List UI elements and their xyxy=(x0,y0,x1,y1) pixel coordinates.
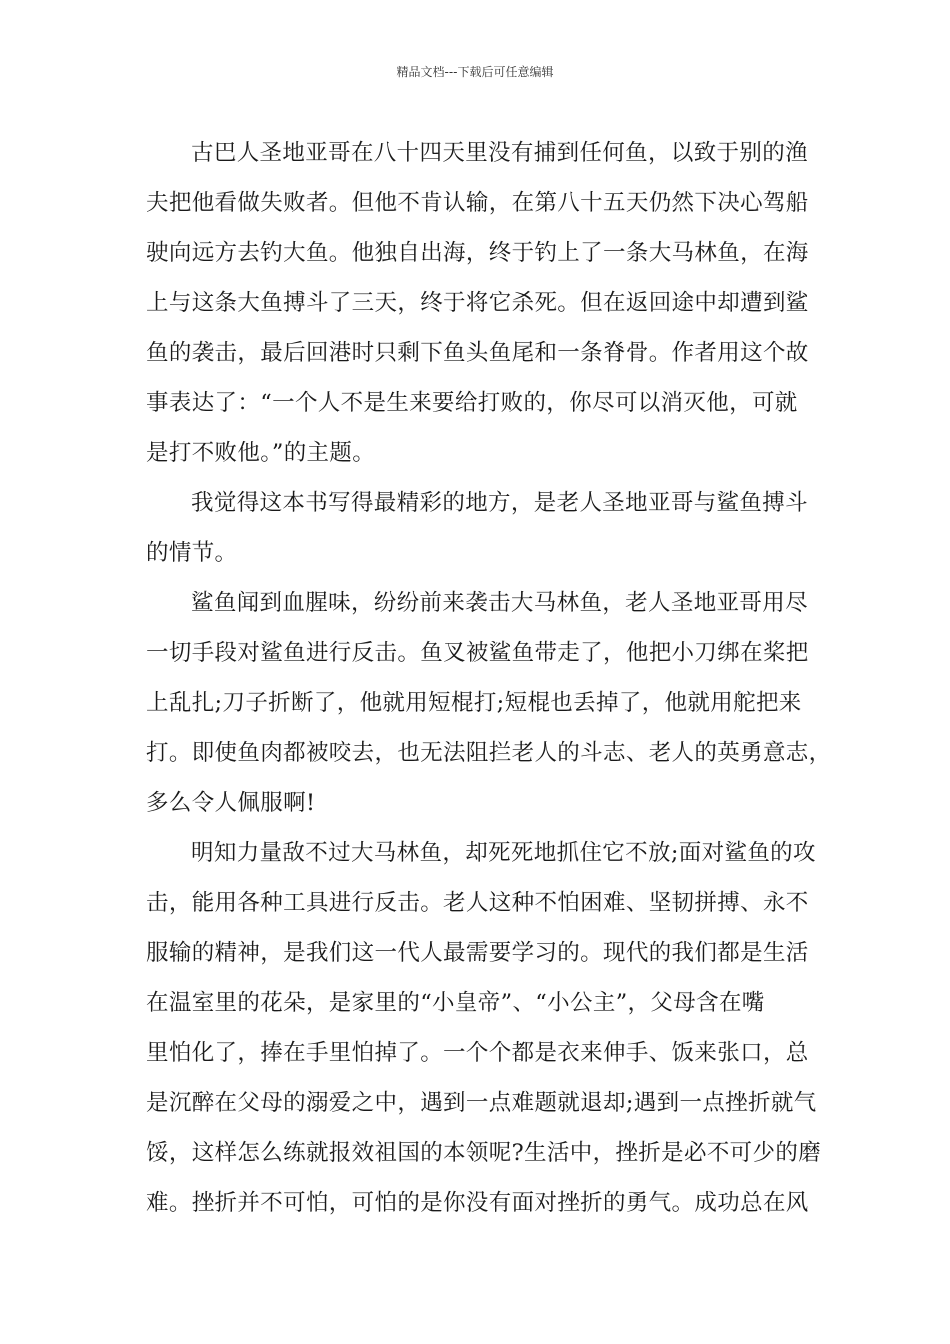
text-line: 明知力量敌不过大马林鱼，却死死地抓住它不放;面对鲨鱼的攻 xyxy=(191,840,816,866)
text-line: 鲨鱼闻到血腥味，纷纷前来袭击大马林鱼，老人圣地亚哥用尽 xyxy=(191,590,808,616)
text-line: 是打不败他。”的主题。 xyxy=(146,440,376,466)
paragraph-2 xyxy=(146,478,830,578)
text-line: 鱼的袭击，最后回港时只剩下鱼头鱼尾和一条脊骨。作者用这个故 xyxy=(146,340,809,366)
page-header: 精品文档---下载后可任意编辑 xyxy=(396,65,554,79)
text-line: 多么令人佩服啊! xyxy=(146,790,316,816)
text-line: 一切手段对鲨鱼进行反击。鱼叉被鲨鱼带走了，他把小刀绑在桨把 xyxy=(146,640,809,666)
text-line: 馁，这样怎么练就报效祖国的本领呢?生活中，挫折是必不可少的磨 xyxy=(146,1140,822,1166)
paragraph-3 xyxy=(146,578,830,828)
text-line: 上乱扎;刀子折断了，他就用短棍打;短棍也丢掉了，他就用舵把来 xyxy=(146,690,802,716)
paragraph-4 xyxy=(146,828,830,1228)
document-body xyxy=(146,128,830,1228)
paragraph-1 xyxy=(146,128,830,478)
text-line: 里怕化了，捧在手里怕掉了。一个个都是衣来伸手、饭来张口，总 xyxy=(146,1040,809,1066)
text-line: 我觉得这本书写得最精彩的地方，是老人圣地亚哥与鲨鱼搏斗 xyxy=(191,490,808,516)
text-line: 是沉醉在父母的溺爱之中，遇到一点难题就退却;遇到一点挫折就气 xyxy=(146,1090,817,1116)
text-line: 古巴人圣地亚哥在八十四天里没有捕到任何鱼，以致于别的渔 xyxy=(191,140,808,166)
text-line: 难。挫折并不可怕，可怕的是你没有面对挫折的勇气。成功总在风 xyxy=(146,1190,809,1216)
text-line: 服输的精神，是我们这一代人最需要学习的。现代的我们都是生活 xyxy=(146,940,809,966)
text-line: 打。即使鱼肉都被咬去，也无法阻拦老人的斗志、老人的英勇意志， xyxy=(146,740,832,766)
text-line: 夫把他看做失败者。但他不肯认输，在第八十五天仍然下决心驾船 xyxy=(146,190,809,216)
text-line: 事表达了：“一个人不是生来要给打败的，你尽可以消灭他，可就 xyxy=(146,390,798,416)
text-line: 击，能用各种工具进行反击。老人这种不怕困难、坚韧拼搏、永不 xyxy=(146,890,809,916)
text-line: 在温室里的花朵，是家里的“小皇帝”、“小公主”，父母含在嘴 xyxy=(146,990,765,1016)
text-line: 驶向远方去钓大鱼。他独自出海，终于钓上了一条大马林鱼，在海 xyxy=(146,240,809,266)
text-line: 的情节。 xyxy=(146,540,238,566)
text-line: 上与这条大鱼搏斗了三天，终于将它杀死。但在返回途中却遭到鲨 xyxy=(146,290,809,316)
